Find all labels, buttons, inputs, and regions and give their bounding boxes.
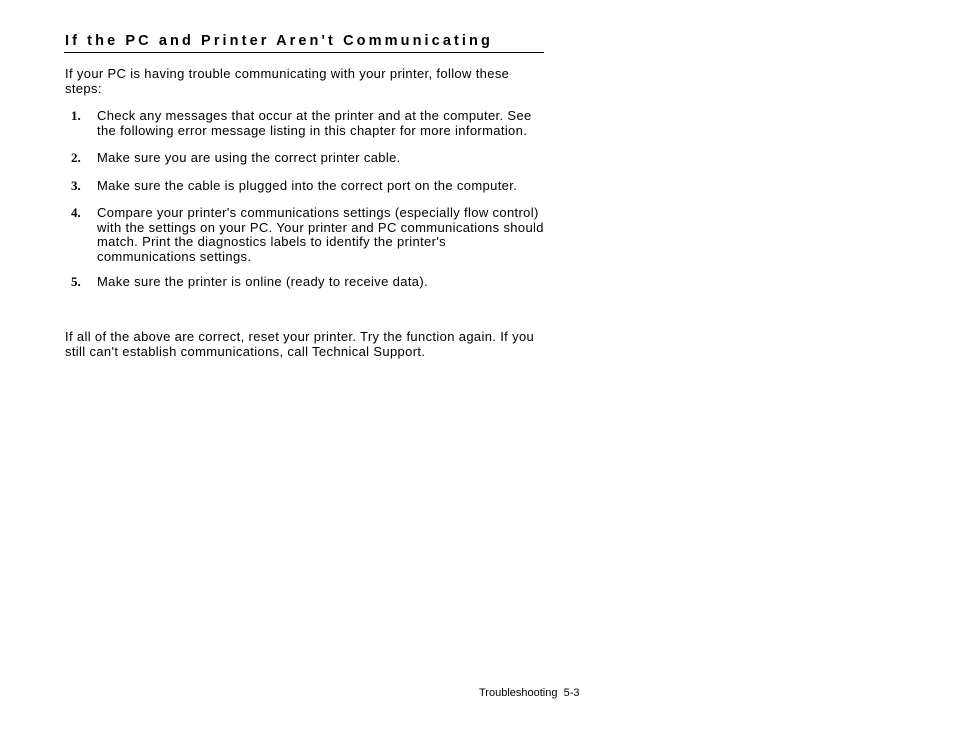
step-text: Make sure you are using the correct printer cable.: [97, 150, 401, 165]
steps-list: [65, 109, 545, 290]
step-number: 2.: [71, 150, 81, 165]
section-heading: [64, 32, 544, 53]
step-item: [65, 151, 545, 166]
step-item: [65, 275, 545, 290]
step-number: 4.: [71, 205, 81, 220]
step-number: 3.: [71, 177, 81, 193]
step-number: 1.: [71, 108, 81, 123]
section-heading-text: If the PC and Printer Aren't Communicating: [65, 33, 493, 49]
step-item: [65, 109, 545, 138]
page-footer: Troubleshooting 5-3: [479, 687, 580, 699]
closing-paragraph: If all of the above are correct, reset your printer. Try the function again. If you still can't establish communications, call Technical Support.: [65, 329, 535, 359]
step-item: [65, 179, 545, 194]
step-number: 5.: [71, 274, 81, 289]
step-text: Make sure the cable is plugged into the correct port on the computer.: [97, 177, 518, 193]
step-text: Check any messages that occur at the printer and at the computer. See the following error message listing in this chapter for more information.: [97, 108, 532, 138]
step-text: Make sure the printer is online (ready to receive data).: [97, 274, 429, 289]
step-item: [65, 206, 545, 264]
intro-paragraph: If your PC is having trouble communicating with your printer, follow these steps:: [65, 66, 510, 96]
step-text: Compare your printer's communications settings (especially flow control) with the settings on your PC. Your printer and PC communications should match. Print the diagnostics labels to identify the printer's communications settings.: [97, 205, 544, 264]
